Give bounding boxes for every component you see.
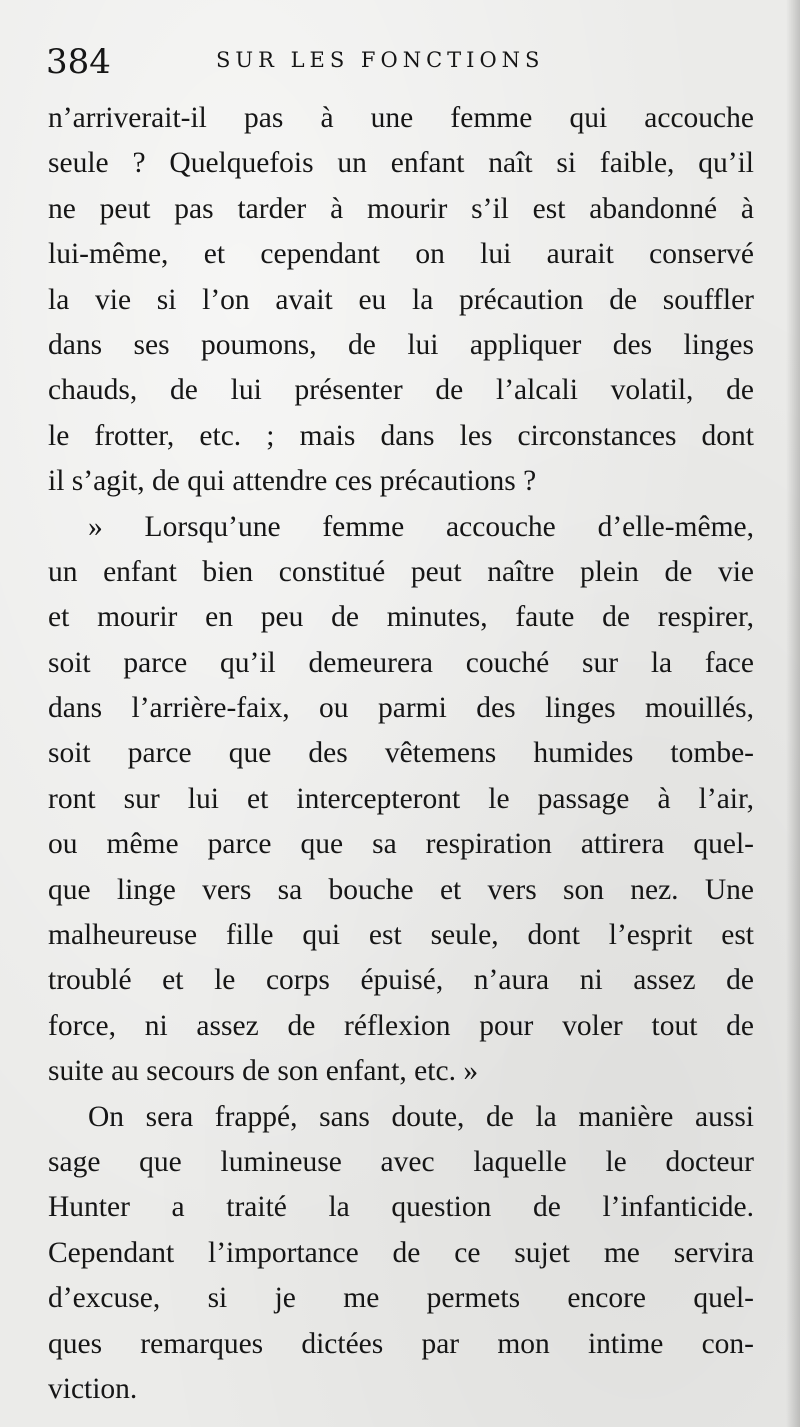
text-line: viction. [48,1372,138,1405]
text-line: un enfant bien constitué peut naître plein de vie [48,555,754,588]
text-line: d’excuse, si je me permets encore quel- [48,1282,754,1315]
text-line: que linge vers sa bouche et vers son nez. Une [48,873,754,906]
text-line: suite au secours de son enfant, etc. » [48,1055,479,1088]
text-line: sage que lumineuse avec laquelle le docteur [48,1145,754,1178]
text-line: et mourir en peu de minutes, faute de respirer, [48,601,754,634]
text-line: dans l’arrière-faix, ou parmi des linges mouillés, [48,692,754,725]
text-line: » Lorsqu’une femme accouche d’elle-même, [88,510,754,543]
text-line: il s’agit, de qui attendre ces précautions ? [48,465,537,498]
text-line: lui-même, et cependant on lui aurait conservé [48,238,754,271]
text-line: ques remarques dictées par mon intime con- [48,1327,754,1360]
text-line: soit parce que des vêtemens humides tombe- [48,737,754,770]
text-line: seule ? Quelquefois un enfant naît si faible, qu’il [48,147,754,180]
text-line: dans ses poumons, de lui appliquer des linges [48,328,754,361]
text-line: Cependant l’importance de ce sujet me servira [48,1236,754,1269]
text-line: malheureuse fille qui est seule, dont l’esprit est [48,919,754,952]
text-line: force, ni assez de réflexion pour voler tout de [48,1009,754,1042]
text-line: On sera frappé, sans doute, de la manière aussi [88,1100,754,1133]
running-head [46,38,746,88]
text-line: la vie si l’on avait eu la précaution de souffler [48,283,754,316]
text-line: Hunter a traité la question de l’infanticide. [48,1191,754,1224]
text-line: ront sur lui et intercepteront le passage à l’air, [48,782,754,815]
text-line: troublé et le corps épuisé, n’aura ni assez de [48,964,754,997]
text-line: ou même parce que sa respiration attirera quel- [48,828,754,861]
body-text [48,96,754,1412]
running-title: SUR LES FONCTIONS [216,48,545,72]
text-line: chauds, de lui présenter de l’alcali volatil, de [48,374,754,407]
text-line: ne peut pas tarder à mourir s’il est abandonné à [48,192,754,225]
text-line: le frotter, etc. ; mais dans les circonstances dont [48,419,754,452]
page-number: 384 [46,42,111,82]
text-line: soit parce qu’il demeurera couché sur la face [48,646,754,679]
text-line: n’arriverait-il pas à une femme qui accouche [48,102,754,134]
